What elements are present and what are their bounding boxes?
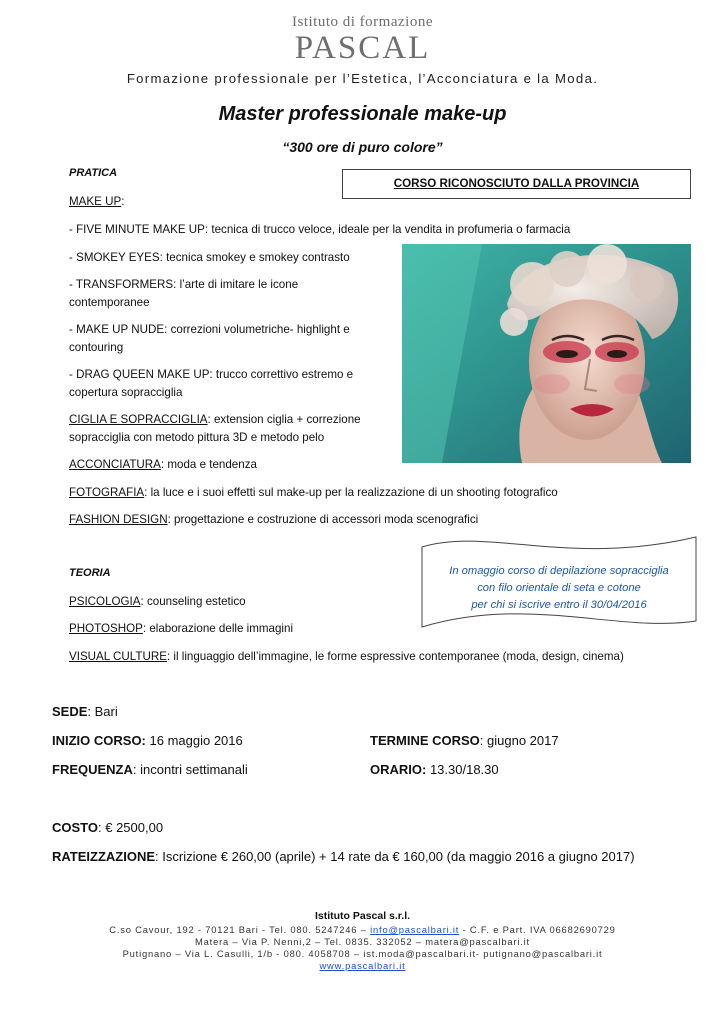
model-portrait-image [402, 244, 691, 463]
footer-company: Istituto Pascal s.r.l. [314, 910, 411, 922]
footer-vat: - C.F. e Part. IVA 06682690729 [459, 924, 616, 935]
visual-culture-label: VISUAL CULTURE [69, 650, 167, 663]
makeup-item-drag: - DRAG QUEEN MAKE UP: trucco correttivo estremo e [69, 368, 354, 381]
photoshop-line [69, 620, 293, 638]
fotografia-text: : la luce e i suoi effetti sul make-up per la realizzazione di un shooting fotografico [144, 486, 558, 499]
sede-row [52, 704, 118, 719]
footer-website-row [0, 960, 725, 971]
frequenza-row [52, 762, 248, 777]
costo-row [52, 820, 163, 835]
footer-address-bari: C.so Cavour, 192 - 70121 Bari - Tel. 080. 5247246 – [109, 924, 371, 935]
fashion-line [69, 511, 709, 529]
ciglia-label: CIGLIA E SOPRACCIGLIA [69, 413, 208, 426]
makeup-colon: : [121, 195, 125, 208]
ciglia-line-1 [69, 411, 361, 429]
section-heading-teoria: TEORIA [69, 567, 111, 579]
termine-label: TERMINE CORSO [370, 733, 480, 748]
makeup-item-transformers: - TRANSFORMERS: l’arte di imitare le icone [69, 278, 299, 291]
logo-wordmark: PASCAL [294, 30, 431, 66]
makeup-label: MAKE UP [69, 195, 122, 208]
acconciatura-label: ACCONCIATURA [69, 458, 161, 471]
inizio-value: 16 maggio 2016 [145, 733, 243, 748]
sede-value: : Bari [87, 704, 118, 719]
visual-culture-line [69, 648, 709, 666]
rateizzazione-value: : Iscrizione € 260,00 (aprile) + 14 rate da € 160,00 (da maggio 2016 a giugno 2017) [155, 849, 635, 864]
promo-line-2: con filo orientale di seta e cotone [477, 582, 641, 594]
tagline: Formazione professionale per l’Estetica, l’Acconciatura e la Moda. [126, 71, 599, 86]
footer-line-putignano: Putignano – Via L. Casulli, 1/b - 080. 4058708 – ist.moda@pascalbari.it- putignano@pascalbari.it [122, 948, 603, 959]
rateizzazione-row [52, 849, 712, 864]
ciglia-text: : extension ciglia + correzione [207, 413, 361, 426]
acconciatura-line [69, 456, 257, 474]
orario-row [370, 762, 499, 777]
footer-email-link[interactable]: info@pascalbari.it [370, 924, 460, 935]
ciglia-line-2: sopracciglia con metodo pittura 3D e metodo pelo [69, 431, 325, 444]
psicologia-line [69, 593, 246, 611]
fashion-text: : progettazione e costruzione di accessori moda scenografici [167, 513, 479, 526]
orario-value: 13.30/18.30 [426, 762, 499, 777]
footer-line-bari [0, 924, 725, 935]
makeup-item-nude: - MAKE UP NUDE: correzioni volumetriche- highlight e [69, 323, 350, 336]
makeup-item-drag-cont: copertura sopracciglia [69, 386, 183, 399]
inizio-label: INIZIO CORSO: [52, 733, 146, 748]
termine-row [370, 733, 559, 748]
makeup-heading [69, 193, 124, 211]
section-heading-pratica: PRATICA [69, 167, 118, 179]
makeup-item-nude-cont: contouring [69, 341, 124, 354]
costo-value: : € 2500,00 [98, 820, 164, 835]
orario-label: ORARIO: [370, 762, 427, 777]
promo-line-3: per chi si iscrive entro il 30/04/2016 [471, 599, 647, 611]
fashion-label: FASHION DESIGN [69, 513, 168, 526]
makeup-item-transformers-cont: contemporanee [69, 296, 150, 309]
psicologia-text: : counseling estetico [140, 595, 246, 608]
frequenza-label: FREQUENZA [52, 762, 133, 777]
visual-culture-text: : il linguaggio dell’immagine, le forme espressive contemporanee (moda, design, cinema) [166, 650, 624, 663]
sede-label: SEDE [52, 704, 88, 719]
photoshop-label: PHOTOSHOP [69, 622, 143, 635]
fotografia-line [69, 484, 709, 502]
costo-label: COSTO [52, 820, 98, 835]
page-subtitle: “300 ore di puro colore” [282, 139, 443, 155]
frequenza-value: : incontri settimanali [132, 762, 248, 777]
makeup-item-smokey: - SMOKEY EYES: tecnica smokey e smokey contrasto [69, 251, 350, 264]
inizio-row [52, 733, 243, 748]
logo-subtitle: Istituto di formazione [292, 14, 433, 30]
footer-website-link[interactable]: www.pascalbari.it [319, 960, 406, 971]
photoshop-text: : elaborazione delle immagini [142, 622, 294, 635]
page-title: Master professionale make-up [218, 103, 507, 125]
psicologia-label: PSICOLOGIA [69, 595, 141, 608]
acconciatura-text: : moda e tendenza [160, 458, 257, 471]
fotografia-label: FOTOGRAFIA [69, 486, 145, 499]
promo-line-1: In omaggio corso di depilazione sopracciglia [449, 565, 669, 577]
termine-value: : giugno 2017 [479, 733, 559, 748]
rateizzazione-label: RATEIZZAZIONE [52, 849, 156, 864]
footer-line-matera: Matera – Via P. Nenni,2 – Tel. 0835. 332052 – matera@pascalbari.it [195, 936, 530, 947]
promo-banner [418, 533, 700, 633]
makeup-item-five-minute: - FIVE MINUTE MAKE UP: tecnica di trucco veloce, ideale per la vendita in profumeria o farmacia [69, 223, 571, 236]
recognition-badge: CORSO RICONOSCIUTO DALLA PROVINCIA [342, 169, 691, 199]
